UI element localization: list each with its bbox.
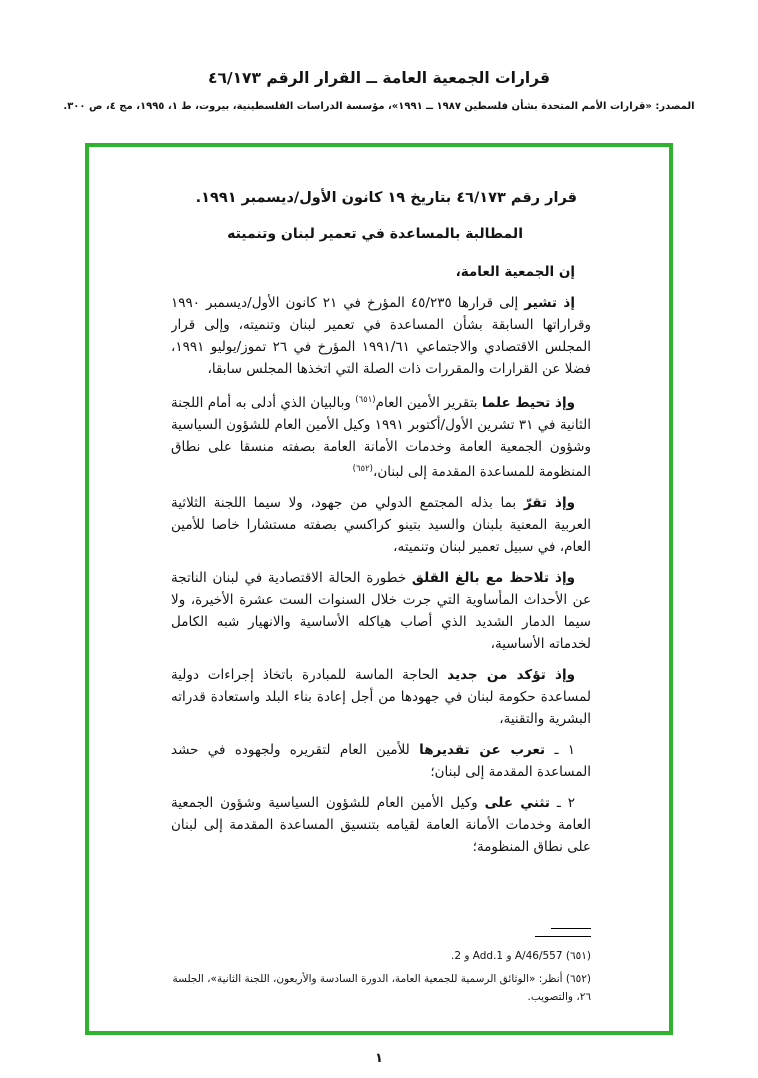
resolution-title: قرار رقم ٤٦/١٧٣ بتاريخ ١٩ كانون الأول/ديسمبر ١٩٩١. xyxy=(195,190,577,206)
resolution-paragraph-preamble-opening xyxy=(171,261,591,283)
resolution-paragraph-noting-concern xyxy=(171,567,591,655)
paragraph-lead: وإذ تحيط علما xyxy=(481,395,575,411)
paragraph-lead: وإذ تقرّ xyxy=(523,495,575,511)
resolution-paragraph-taking-note xyxy=(171,389,591,483)
source-line: المصدر: «قرارات الأمم المتحدة بشأن فلسطين ١٩٨٧ ــ ١٩٩١»، مؤسسة الدراسات الفلسطينية، بيروت، ط ١، ١٩٩٥، مج ٤، ص ٣٠٠. xyxy=(63,101,695,112)
paragraph-text: بتقرير الأمين العام xyxy=(375,395,482,411)
paragraph-lead: إذ تشير xyxy=(524,295,575,311)
footnote-652: (٦٥٢) أنظر: «الوثائق الرسمية للجمعية العامة، الدورة السادسة والأربعون، اللجنة الثانية»، الجلسة ٢٦، والتصويب. xyxy=(172,973,591,1003)
footnote-651: (٦٥١) A/46/557 و Add.1 و 2. xyxy=(450,950,591,962)
paragraph-text: الحاجة الماسة للمبادرة باتخاذ إجراءات دولية لمساعدة حكومة لبنان في جهودها من أجل إعادة بناء البلد واستعادة قدراته البشرية والتقنية، xyxy=(171,667,591,727)
paragraph-text: وبالبيان الذي أدلى به أمام اللجنة الثانية في ٣١ تشرين الأول/أكتوبر ١٩٩١ وكيل الأمين العام للشؤون السياسية وشؤون الجمعية العامة وخدمات الأمانة العامة بصفته منسقا على نطاق المنظومة للمساعدة المقدمة إلى لبنان، xyxy=(171,395,591,480)
resolution-paragraph-recalling xyxy=(171,292,591,380)
resolution-operative-paragraph-2 xyxy=(171,792,591,858)
paragraph-text: إلى قرارها ٤٥/٢٣٥ المؤرخ في ٢١ كانون الأول/ديسمبر ١٩٩٠ وقراراتها السابقة بشأن المساعدة في تعمير لبنان وتنميته، وإلى قرار المجلس الاقتصادي والاجتماعي ١٩٩١/٦١ المؤرخ في ٢٦ تموز/يوليو ١٩٩١، فضلا عن القرارات والمقررات ذات الصلة التي اتخذها المجلس سابقا، xyxy=(171,295,591,377)
footnote-reference-651: (٦٥١) xyxy=(355,395,376,405)
paragraph-text: وكيل الأمين العام للشؤون السياسية وشؤون الجمعية العامة وخدمات الأمانة العامة لقيامه بتنسيق المساعدة المقدمة إلى لبنان على نطاق المنظومة؛ xyxy=(171,795,591,855)
paragraph-number: ٢ ـ xyxy=(550,795,576,811)
paragraph-text: خطورة الحالة الاقتصادية في لبنان الناتجة عن الأحداث المأساوية التي جرت خلال السنوات الست عشرة الأخيرة، ولا سيما الدمار الشديد الذي أصاب هياكله الأساسية والانهيار شبه الكامل لخدماته الأساسية، xyxy=(171,570,591,652)
paragraph-lead: وإذ تلاحظ مع بالغ القلق xyxy=(411,570,575,586)
paragraph-lead: إن الجمعية العامة، xyxy=(455,264,575,280)
footnote-separator xyxy=(551,928,591,929)
paragraph-number: ١ ـ xyxy=(545,742,575,758)
footnote-reference-652: (٦٥٢) xyxy=(352,464,373,474)
resolution-operative-paragraph-1 xyxy=(171,739,591,783)
resolution-paragraph-acknowledging xyxy=(171,492,591,558)
resolution-paragraph-reaffirming xyxy=(171,664,591,730)
paragraph-lead: وإذ تؤكد من جديد xyxy=(447,667,575,683)
resolution-subtitle: المطالبة بالمساعدة في تعمير لبنان وتنميته xyxy=(227,226,523,242)
page-header xyxy=(0,68,758,114)
paragraph-text: للأمين العام لتقريره ولجهوده في حشد المساعدة المقدمة إلى لبنان؛ xyxy=(171,742,591,780)
footnotes-section xyxy=(171,922,591,1011)
page-number: ١ xyxy=(375,1051,383,1066)
paragraph-text: بما بذله المجتمع الدولي من جهود، ولا سيما اللجنة الثلاثية العربية المعنية بلبنان والسيد بتينو كراكسي بصفته مستشارا خاصا للأمين العام، في سبيل تعمير لبنان وتنميته، xyxy=(171,495,591,555)
paragraph-lead: تثني على xyxy=(484,795,551,811)
resolution-body xyxy=(171,261,591,922)
document-frame xyxy=(85,143,673,1035)
paragraph-lead: تعرب عن تقديرها xyxy=(419,742,546,758)
header-title: قرارات الجمعية العامة ــ القرار الرقم ٤٦/١٧٣ xyxy=(208,69,550,87)
footnote-separator xyxy=(535,936,591,937)
